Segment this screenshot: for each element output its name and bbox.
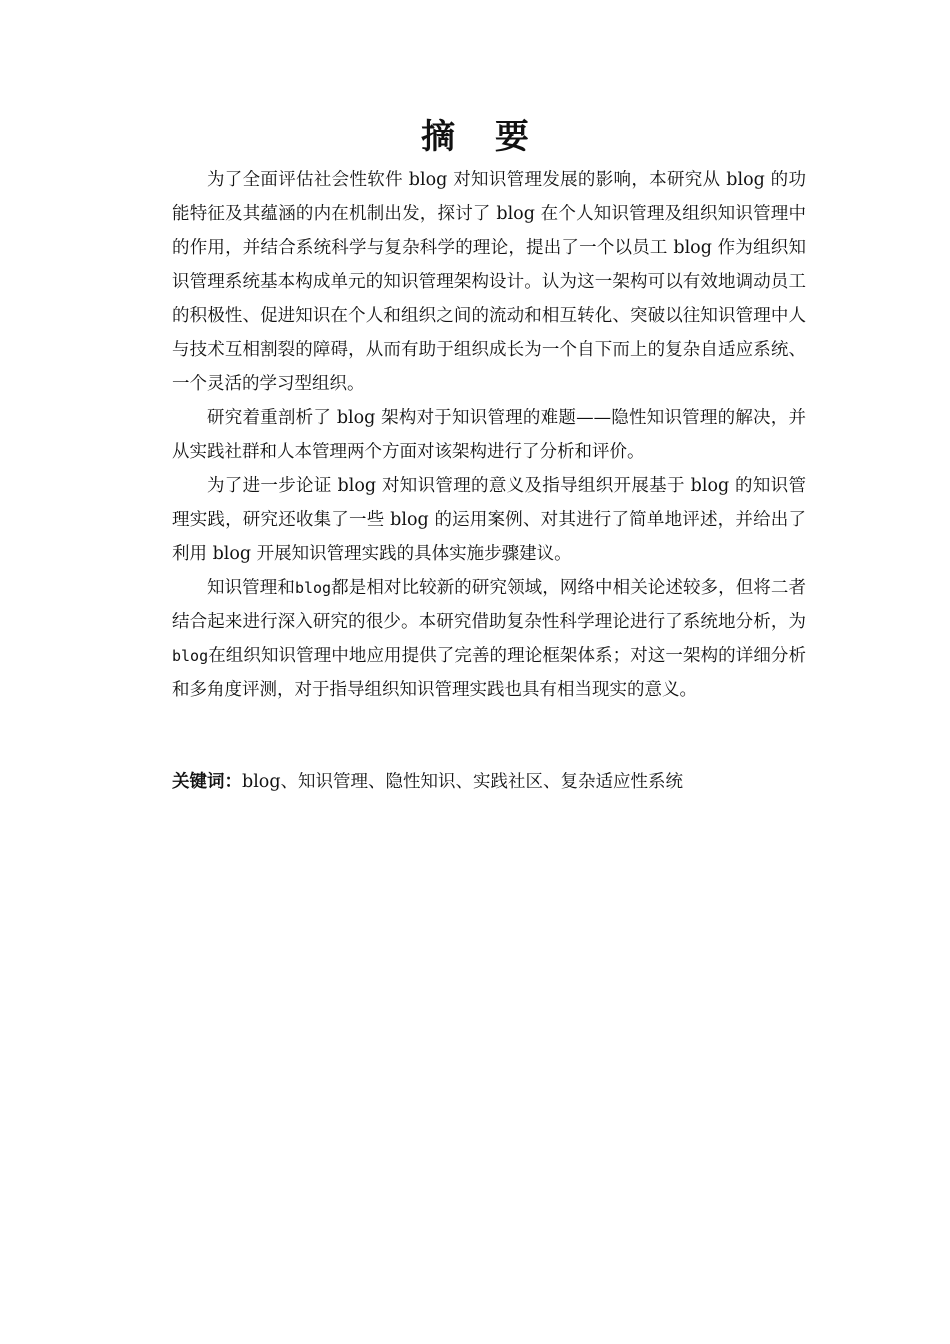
abstract-title: 摘 要 <box>421 117 543 157</box>
paragraph-4-term-1: blog <box>294 579 332 597</box>
paragraph-4-term-2: blog <box>172 647 209 665</box>
paragraph-4-text-2: 都是相对比较新的研究领域，网络中相关论述较多，但将二者结合起来进行深入研究的很少。本研究借助复杂性科学理论进行了系统地分析，为 <box>172 578 807 632</box>
keywords-value: blog、知识管理、隐性知识、实践社区、复杂适应性系统 <box>242 772 684 792</box>
keywords-line <box>172 765 806 799</box>
abstract-paragraph-1: 为了全面评估社会性软件 blog 对知识管理发展的影响，本研究从 blog 的功能特征及其蕴涵的内在机制出发，探讨了 blog 在个人知识管理及组织知识管理中的作用，并结合系统科学与复杂科学的理论，提出了一个以员工 blog 作为组织知识管理系统基本构成单元的知识管理架构设计。认为这一架构可以有效地调动员工的积极性、促进知识在个人和组织之间的流动和相互转化、突破以往知识管理中人与技术互相割裂的障碍，从而有助于组织成长为一个自下而上的复杂自适应系统、一个灵活的学习型组织。 <box>172 170 806 394</box>
abstract-paragraph-4 <box>172 571 806 707</box>
abstract-paragraph-2: 研究着重剖析了 blog 架构对于知识管理的难题——隐性知识管理的解决，并从实践社群和人本管理两个方面对该架构进行了分析和评价。 <box>172 408 806 462</box>
paragraph-4-text-1: 知识管理和 <box>207 578 295 598</box>
abstract-paragraph-3: 为了进一步论证 blog 对知识管理的意义及指导组织开展基于 blog 的知识管理实践，研究还收集了一些 blog 的运用案例、对其进行了简单地评述，并给出了利用 blog 开展知识管理实践的具体实施步骤建议。 <box>172 476 806 564</box>
abstract-body <box>172 163 806 707</box>
keywords-label: 关键词： <box>172 772 242 792</box>
paragraph-4-text-3: 在组织知识管理中地应用提供了完善的理论框架体系；对这一架构的详细分析和多角度评测，对于指导组织知识管理实践也具有相当现实的意义。 <box>172 646 806 700</box>
